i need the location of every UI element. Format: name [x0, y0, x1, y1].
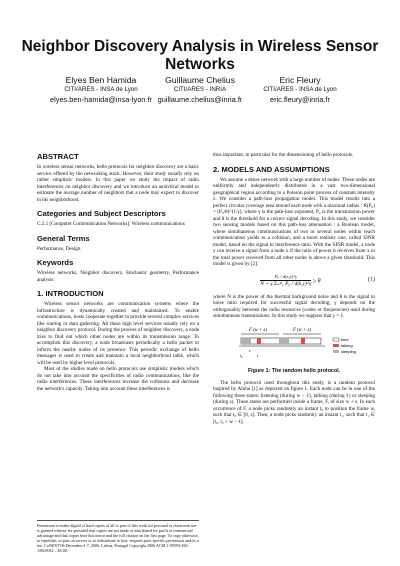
- legend-sleeping: sleeping: [341, 348, 356, 354]
- figure-caption: Figure 1: The random hello protocol.: [247, 368, 341, 374]
- sleeping-segment: [241, 338, 251, 344]
- keywords-text: Wireless networks, Neighbor discovery, Stochastic geometry, Performance analysis: [37, 270, 199, 283]
- categories-heading: Categories and Subject Descriptors: [37, 209, 166, 218]
- author-3: [235, 76, 365, 104]
- author-name: Elyes Ben Hamida: [65, 75, 137, 85]
- models-paragraph: where N is the power of the thermal background noise and θ is the signal to noise ratio required for successful signal decoding, γ depends on the orthogonality between the radio resources (codes or frequencies) used during simultaneous transmissions. In this study we suppose that γ = 1.: [213, 293, 375, 319]
- legend-swatch-sleeping: [333, 350, 339, 353]
- author-email: eric.fleury@inria.fr: [269, 94, 331, 104]
- continued-text: thus important, in particular for the dimensioning of hello protocols.: [213, 152, 354, 158]
- t-label: t: [257, 352, 259, 358]
- t0-label: t₀: [240, 352, 243, 358]
- timeline-diagram: [213, 324, 375, 364]
- legend-swatch-listening: [333, 338, 339, 341]
- equation-numerator: P₀ / d(x,y)^γ: [260, 274, 311, 282]
- author-email: guillaume.chelius@inria.fr: [157, 94, 243, 104]
- hello-protocol-figure: [213, 324, 375, 367]
- keywords-heading: Keywords: [37, 258, 74, 267]
- legend-time: time: [341, 336, 349, 342]
- frame-label-1: F (u + s): [249, 327, 267, 333]
- author-email: elyes.ben-hamida@insa-lyon.fr: [50, 94, 152, 104]
- author-name: Guillaume Chelius: [165, 75, 235, 85]
- talking-segment: [301, 338, 305, 344]
- left-column: [37, 152, 199, 392]
- models-paragraph: The hello protocol used throughout this study, is a random protocol inspired by Aloha [1] as depicted on figure 1. Each node can be in one of the following three states: listening (during w − ℓ), talking (during ℓ) or sleeping (during s). These states are performed inside a frame, F, of size w + s. In each occurrence of F, a node picks randomly an instant t₀ to position the frame w, such that t₀ ∈ [0, s]. Then, a node picks randomly an instant t₁, such that t₁ ∈ [t₀, t₀ + w − ℓ].: [213, 379, 375, 425]
- models-paragraph: We assume a dense network with a large number of nodes. These nodes are uniformly and independently distributed in a vast two-dimensional geographical region according to a Poisson point process of constant intensity λ. We consider a path-loss propagation model. This model results into a perfect circular coverage area around each node with a maximal radius : R(P₀) = (P₀/θ)^(1/γ), where γ is the path-loss exponent, P₀ is the transmission power and θ is the threshold for a correct signal decoding. In this study, we consider two sensing models based on this path-loss attenuation : a Boolean model, where simultaneous communications of two or several nodes within reach communication yields to a collision, and a more realistic one, called SINR model, based on the signal to interference ratio. With the SINR model, a node y can receive a signal from a node x if the ratio of power it receives from x to the total power received from all other nodes is above a given threshold. This model is given by [2]:: [213, 176, 375, 267]
- equation-rhs: ≥ θ: [312, 277, 321, 284]
- sleeping-segment: [279, 338, 289, 344]
- intro-paragraph: Wireless sensor networks are communication systems where the infrastructure is dynamically created and maintained. To enable communications, hosts cooperate together to provide several complex services like routing or data gathering. All these high level services usually rely on a neighbor discovery protocol. During the process of neighbor discovery, a node tries to find out which other nodes are within its transmission range. To accomplish this discovery, a node broadcasts periodically a hello packet to inform the nearby nodes of its presence. This periodic exchange of hello messages is used to create and maintain a local neighborhood table, which will be used by higher level protocols.: [37, 301, 199, 366]
- abstract-text: In wireless sensor networks, hello protocols for neighbor discovery are a basic service offered by the networking stack. However, their study usually rely on rather simplistic models. In this paper we study the impact of radio interferences on neighbor discovery and we introduce an analytical model to estimate the average number of neighbors that a node may expect to discover in his neighborhood.: [37, 164, 199, 203]
- paper-title: Neighbor Discovery Analysis in Wireless Sensor Networks: [21, 38, 379, 73]
- sinr-equation: [213, 274, 375, 288]
- author-affiliation: CITI/ARES - INRIA: [173, 86, 227, 94]
- terms-heading: General Terms: [37, 233, 90, 243]
- categories-text: C.2.1 [Computer Communication Networks]: Wireless communications: [37, 221, 185, 227]
- equation-denominator: N + γ Σₖ≠ₓ P₀ / d(k,y)^γ: [260, 281, 312, 287]
- legend-swatch-talking: [333, 344, 339, 347]
- legend-talking: talking: [341, 342, 353, 348]
- author-name: Eric Fleury: [279, 75, 321, 85]
- talking-segment: [257, 338, 261, 344]
- intro-paragraph: Most of the studies made on hello protocols use simplistic models which do not take into account the specificities of radio communications, like the radio interferences. These interferences increase the collisions and decrease the network's capacity. Taking into account these interferences is: [37, 366, 199, 392]
- copyright-footnote: Permission to make digital or hard copies of all or part of this work for personal or classroom use is granted without fee provided that copies are not made or distributed for profit or commercial advantage and that copies bear this notice and the full citation on the first page. To copy otherwise, to republish, to post on servers or to redistribute to lists, requires prior specific permission and/or a fee. CoNEXT'06 December 4-7, 2006, Lisboa, Portugal Copyright 2006 ACM 1-59593-456-1/06/0012 ...$5.00.: [37, 520, 199, 553]
- models-heading: 2. MODELS AND ASSUMPTIONS: [213, 164, 330, 174]
- author-affiliation: CITI/ARES - INSA de Lyon: [64, 86, 138, 94]
- tau-label: τ: [249, 347, 251, 353]
- frame-label-2: F (u + s): [293, 327, 311, 333]
- equation-fraction: [260, 274, 311, 288]
- author-affiliation: CITI/ARES - INSA de Lyon: [263, 86, 337, 94]
- abstract-heading: ABSTRACT: [37, 152, 79, 161]
- terms-text: Performance, Design: [37, 245, 81, 252]
- right-column: [213, 152, 375, 425]
- intro-heading: 1. INTRODUCTION: [37, 289, 104, 298]
- equation-number: (1): [368, 277, 375, 284]
